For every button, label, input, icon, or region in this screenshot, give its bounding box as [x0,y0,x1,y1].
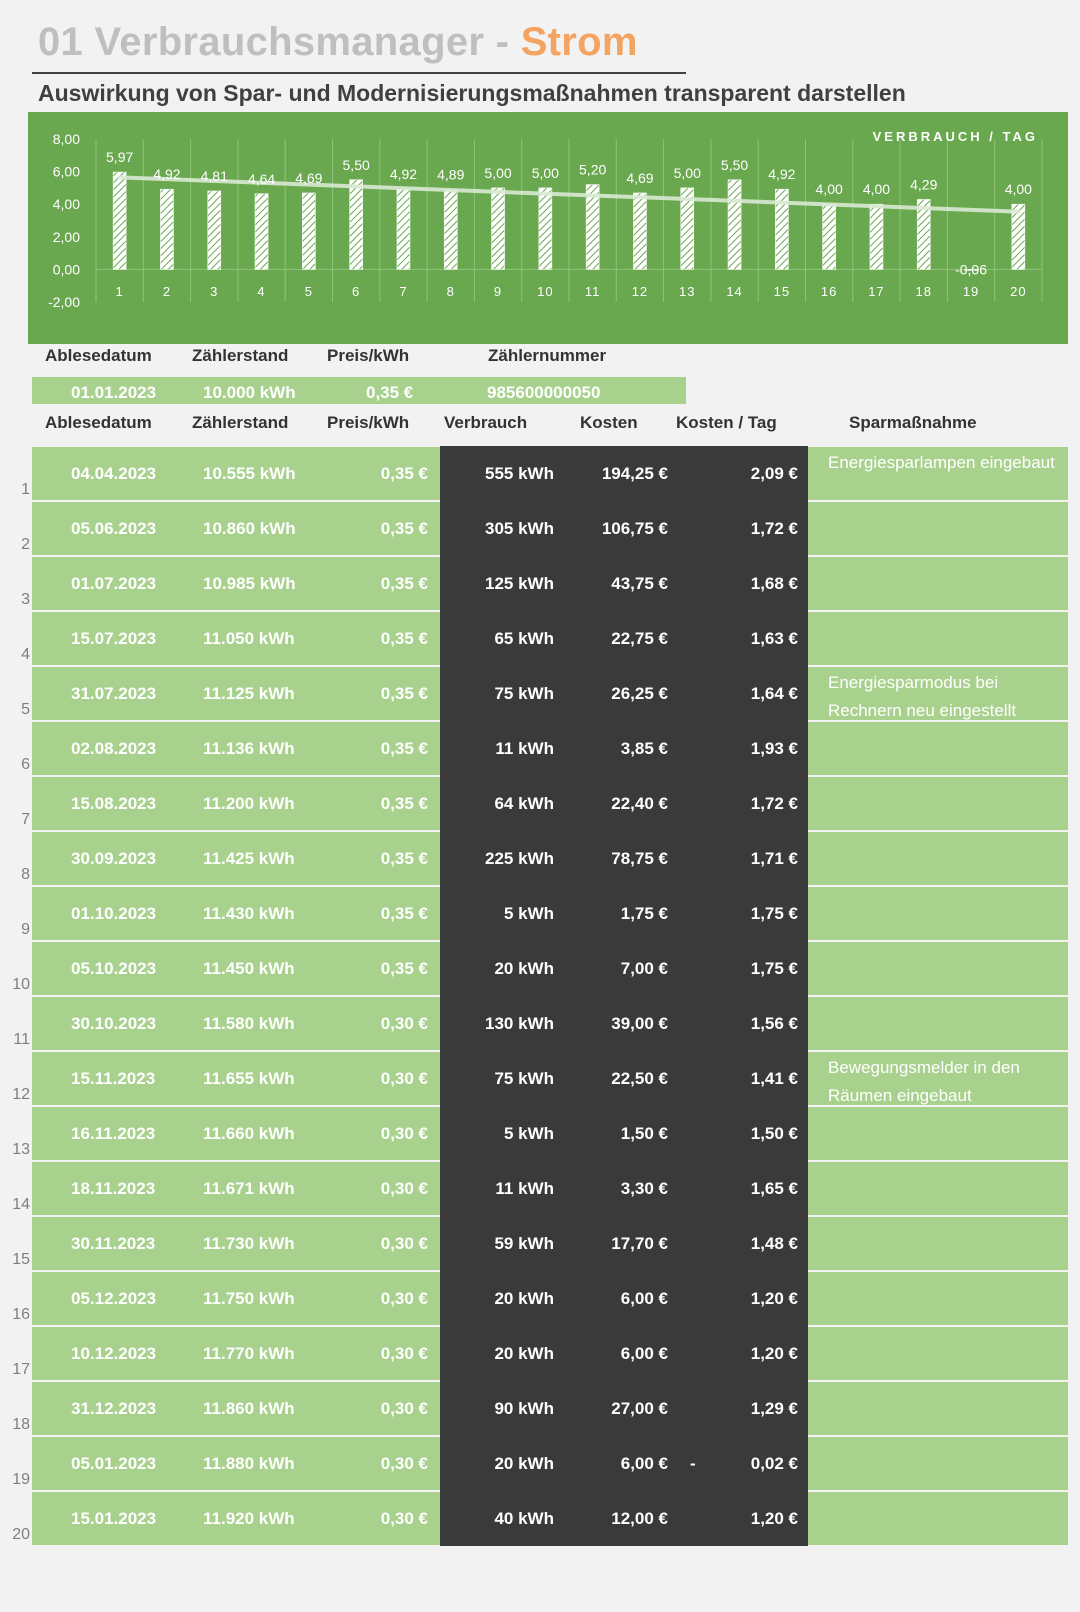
row-number: 8 [21,866,30,883]
cell-date[interactable]: 05.10.2023 [71,959,157,978]
cell-price[interactable]: 0,30 € [380,1454,428,1473]
base-header-price: Preis/kWh [327,346,410,365]
cell-cost: 6,00 € [620,1344,668,1363]
table-row[interactable] [0,997,1080,1050]
cell-price[interactable]: 0,35 € [380,959,428,978]
cell-usage: 5 kWh [503,904,554,923]
row-number: 10 [12,976,30,993]
cell-usage: 20 kWh [494,1454,554,1473]
cell-price[interactable]: 0,30 € [380,1179,428,1198]
cell-cost-per-day: 1,71 € [750,849,798,868]
row-number: 7 [21,811,30,828]
x-tick-label: 20 [1010,284,1027,299]
bar [208,191,221,269]
page-title [38,20,638,65]
cell-cost: 7,00 € [620,959,668,978]
cell-meter[interactable]: 10.555 kWh [203,464,296,483]
cell-cost-per-day: 1,48 € [750,1234,798,1253]
cell-cost-per-day: 1,41 € [750,1069,798,1088]
table-row[interactable] [0,777,1080,830]
cell-meter[interactable]: 11.730 kWh [203,1234,295,1253]
cell-usage: 555 kWh [485,464,554,483]
cell-cost: 1,75 € [620,904,668,923]
cell-usage: 75 kWh [494,684,554,703]
table-row[interactable] [0,447,1080,500]
cell-cost: 6,00 € [620,1289,668,1308]
cell-usage: 20 kWh [494,959,554,978]
cell-cost-per-day: 1,20 € [750,1509,798,1528]
table-row[interactable] [0,557,1080,610]
table-row[interactable] [0,1217,1080,1270]
cell-date[interactable]: 05.12.2023 [71,1289,157,1308]
x-tick-label: 17 [868,284,885,299]
bar-value-label: -0,06 [955,261,988,278]
base-header-date: Ablesedatum [45,346,152,365]
table-row[interactable] [0,1162,1080,1215]
cell-price[interactable]: 0,35 € [380,684,428,703]
x-tick-label: 12 [631,284,649,299]
row-number: 4 [21,646,30,663]
cell-measure[interactable]: Energiesparmodus bei Rechnern neu eingestellt [828,673,1017,720]
table-row[interactable] [0,942,1080,995]
cell-date[interactable]: 15.01.2023 [71,1509,157,1528]
bar-value-label: 4,92 [153,166,181,183]
bar-value-label: 4,92 [389,166,418,183]
cell-usage: 75 kWh [494,1069,554,1088]
cell-price[interactable]: 0,35 € [380,739,428,758]
bar-value-label: 4,89 [437,166,465,183]
cell-cost-per-day: 1,64 € [750,684,798,703]
bar [160,189,173,269]
cell-cost: 12,00 € [611,1509,668,1528]
base-header-meter-number: Zählernummer [488,346,607,365]
cell-meter[interactable]: 11.125 kWh [203,684,295,703]
x-tick-label: 18 [915,284,932,299]
header-meter: Zählerstand [192,413,289,432]
cell-price[interactable]: 0,35 € [380,629,428,648]
bar-value-label: 5,00 [673,164,701,181]
cell-usage: 20 kWh [494,1289,554,1308]
y-tick-label: 0,00 [52,261,80,278]
measure-cell[interactable] [808,1437,1068,1490]
cell-price[interactable]: 0,35 € [380,904,428,923]
cell-price[interactable]: 0,30 € [380,1124,428,1143]
cell-cost: 22,75 € [611,629,668,648]
cell-cost-per-day: 1,65 € [750,1179,798,1198]
bar-value-label: 5,50 [342,156,370,173]
row-number: 20 [12,1526,30,1543]
cell-cost-per-day: 1,20 € [750,1344,798,1363]
base-meter-number[interactable]: 985600000050 [487,383,601,402]
cell-cost-per-day: 1,68 € [750,574,798,593]
table-row[interactable] [0,887,1080,940]
table-row[interactable] [0,722,1080,775]
cell-price[interactable]: 0,30 € [380,1069,428,1088]
row-number: 12 [12,1086,30,1103]
x-tick-label: 13 [679,284,696,299]
x-tick-label: 7 [399,284,408,299]
measure-cell[interactable] [808,1327,1068,1380]
table-row[interactable] [0,667,1080,720]
cell-meter[interactable]: 11.880 kWh [203,1454,295,1473]
cell-cost: 26,25 € [611,684,668,703]
cell-cost: 22,40 € [611,794,668,813]
bar [870,204,883,269]
measure-cell[interactable] [808,1107,1068,1160]
cell-cost: 22,50 € [611,1069,668,1088]
measure-cell[interactable] [808,997,1068,1050]
x-tick-label: 8 [446,284,455,299]
row-number: 11 [13,1031,30,1048]
bar [255,194,268,270]
table-row[interactable] [0,832,1080,885]
cell-date[interactable]: 10.12.2023 [71,1344,157,1363]
bar [1012,204,1025,269]
cell-price[interactable]: 0,30 € [380,1289,428,1308]
base-date[interactable]: 01.01.2023 [71,383,157,402]
base-header-meter: Zählerstand [192,346,289,365]
row-number: 13 [12,1141,30,1158]
cell-cost: 6,00 € [620,1454,668,1473]
cell-meter[interactable]: 10.985 kWh [203,574,296,593]
cell-date[interactable]: 05.01.2023 [71,1454,157,1473]
cell-date[interactable]: 31.12.2023 [71,1399,157,1418]
measure-cell[interactable] [808,942,1068,995]
table-row[interactable] [0,502,1080,555]
title-divider [32,72,686,74]
cell-date[interactable]: 31.07.2023 [71,684,157,703]
measure-cell[interactable] [808,832,1068,885]
cell-cost-per-day: 1,75 € [750,959,798,978]
header-cost-per-day: Kosten / Tag [676,413,777,432]
row-number: 5 [21,701,30,718]
cell-meter[interactable]: 11.920 kWh [203,1509,295,1528]
header-usage: Verbrauch [444,413,528,432]
cell-usage: 59 kWh [494,1234,554,1253]
measure-cell[interactable] [808,557,1068,610]
measure-cell[interactable] [808,777,1068,830]
bar [113,172,126,269]
measure-cell[interactable] [808,612,1068,665]
row-number: 18 [12,1416,30,1433]
bar-value-label: 4,69 [295,169,323,186]
cell-cost-per-day: 1,63 € [750,629,798,648]
x-tick-label: 6 [352,284,361,299]
cell-cost: 3,30 € [620,1179,668,1198]
cell-meter[interactable]: 11.425 kWh [203,849,295,868]
table-row[interactable] [0,612,1080,665]
cell-cost-per-day: 0,02 € [750,1454,798,1473]
cell-price[interactable]: 0,35 € [380,849,428,868]
measure-cell[interactable] [808,722,1068,775]
row-number: 15 [12,1251,30,1268]
y-tick-label: 8,00 [52,131,80,147]
x-tick-label: 10 [537,284,554,299]
cell-date[interactable]: 15.07.2023 [71,629,157,648]
cell-usage: 225 kWh [485,849,554,868]
table-row[interactable] [0,1327,1080,1380]
cell-usage: 11 kWh [495,739,554,758]
cell-date[interactable]: 05.06.2023 [71,519,157,538]
cell-date[interactable]: 16.11.2023 [71,1124,156,1143]
cell-meter[interactable]: 11.860 kWh [203,1399,295,1418]
cell-price[interactable]: 0,35 € [380,464,428,483]
bar-value-label: 4,29 [910,176,938,193]
bar-value-label: 4,64 [247,170,276,187]
bar [633,193,646,269]
cell-meter[interactable]: 10.860 kWh [203,519,296,538]
cell-cost-per-day: 1,56 € [750,1014,798,1033]
measure-cell[interactable] [808,1382,1068,1435]
bar [728,180,741,270]
cell-date[interactable]: 30.09.2023 [71,849,157,868]
bar [397,189,410,269]
y-tick-label: 2,00 [52,228,80,245]
cell-usage: 5 kWh [503,1124,554,1143]
cell-cost-per-day: 1,50 € [750,1124,798,1143]
cell-meter[interactable]: 11.580 kWh [203,1014,295,1033]
cell-meter[interactable]: 11.660 kWh [203,1124,295,1143]
cell-meter[interactable]: 11.750 kWh [203,1289,295,1308]
bar-value-label: 4,69 [626,169,654,186]
bar-value-label: 5,20 [579,161,607,178]
x-tick-label: 11 [584,284,601,299]
header-measure: Sparmaßnahme [849,413,977,432]
bar-value-label: 5,97 [106,149,134,166]
x-tick-label: 16 [820,284,838,299]
x-tick-label: 15 [773,284,791,299]
cell-meter[interactable]: 11.200 kWh [203,794,295,813]
row-number: 2 [21,536,30,553]
cell-date[interactable]: 18.11.2023 [71,1179,156,1198]
cell-cost: 194,25 € [601,464,668,483]
bar [302,193,315,269]
x-tick-label: 2 [162,284,172,299]
table-row[interactable] [0,1382,1080,1435]
x-tick-label: 5 [304,284,313,299]
cell-price[interactable]: 0,30 € [380,1234,428,1253]
cell-usage: 11 kWh [495,1179,554,1198]
consumption-chart[interactable] [28,112,1068,344]
cell-usage: 305 kWh [485,519,554,538]
measure-cell[interactable] [808,1217,1068,1270]
cell-date[interactable]: 15.11.2023 [71,1069,156,1088]
cell-meter[interactable]: 11.430 kWh [203,904,295,923]
bar-value-label: 5,00 [531,164,559,181]
cell-cost-per-day: 1,75 € [750,904,798,923]
row-number: 14 [12,1196,30,1213]
cell-cost: 17,70 € [611,1234,668,1253]
cell-price[interactable]: 0,35 € [380,794,428,813]
base-price[interactable]: 0,35 € [366,383,414,402]
x-tick-label: 3 [210,284,219,299]
title-main: 01 Verbrauchsmanager - [38,20,521,64]
measure-cell[interactable] [808,502,1068,555]
bar [539,188,552,270]
bar-value-label: 4,00 [1004,181,1032,198]
title-accent: Strom [520,20,638,64]
bar [444,190,457,270]
cell-meter[interactable]: 11.450 kWh [203,959,295,978]
cell-meter[interactable]: 11.671 kWh [203,1179,295,1198]
cell-cost: 3,85 € [620,739,668,758]
cell-date[interactable]: 15.08.2023 [71,794,157,813]
bar [823,204,836,269]
row-number: 17 [12,1361,30,1378]
cell-usage: 20 kWh [494,1344,554,1363]
cell-cost: 78,75 € [611,849,668,868]
cell-price[interactable]: 0,35 € [380,574,428,593]
measure-cell[interactable] [808,887,1068,940]
cell-cost-per-day: 1,93 € [750,739,798,758]
cell-cost-per-day: 1,72 € [750,519,798,538]
x-tick-label: 1 [115,284,124,299]
row-number: 3 [21,591,30,608]
cell-cost-per-day: 1,72 € [750,794,798,813]
cell-price[interactable]: 0,30 € [380,1344,428,1363]
cell-price[interactable]: 0,30 € [380,1399,428,1418]
chart-canvas [28,112,1068,344]
cost-per-day-sign: - [690,1454,696,1473]
cell-measure[interactable]: Energiesparlampen eingebaut [828,453,1055,472]
cell-meter[interactable]: 11.050 kWh [203,629,295,648]
header-date: Ablesedatum [45,413,152,432]
page-subtitle: Auswirkung von Spar- und Modernisierungsmaßnahmen transparent darstellen [38,80,906,106]
x-tick-label: 4 [257,284,266,299]
row-number: 1 [21,481,30,498]
cell-meter[interactable]: 11.770 kWh [203,1344,295,1363]
bar-value-label: 4,92 [768,166,796,183]
x-tick-label: 14 [726,284,743,299]
cell-meter[interactable]: 11.136 kWh [203,739,295,758]
y-tick-label: 6,00 [52,163,80,180]
row-number: 16 [12,1306,30,1323]
table-row[interactable] [0,1107,1080,1160]
cell-price[interactable]: 0,30 € [380,1014,428,1033]
row-number: 19 [12,1471,30,1488]
x-tick-label: 9 [493,284,503,299]
cell-usage: 125 kWh [485,574,554,593]
cell-usage: 130 kWh [485,1014,554,1033]
bar-value-label: 5,50 [720,156,749,173]
x-tick-label: 19 [962,284,980,299]
y-tick-label: -2,00 [48,294,80,310]
cell-cost: 39,00 € [611,1014,668,1033]
cell-cost: 1,50 € [620,1124,668,1143]
table-row[interactable] [0,1492,1080,1545]
cell-usage: 90 kWh [494,1399,554,1418]
table-row[interactable] [0,1437,1080,1490]
base-meter[interactable]: 10.000 kWh [203,383,296,402]
cell-date[interactable]: 30.10.2023 [71,1014,157,1033]
cell-meter[interactable]: 11.655 kWh [203,1069,295,1088]
measure-cell[interactable] [808,1492,1068,1545]
cell-usage: 64 kWh [494,794,554,813]
table-row[interactable] [0,1272,1080,1325]
cell-date[interactable]: 30.11.2023 [71,1234,156,1253]
cell-cost: 27,00 € [611,1399,668,1418]
cell-usage: 65 kWh [494,629,554,648]
chart-title: VERBRAUCH / TAG [872,129,1038,144]
cell-price[interactable]: 0,35 € [380,519,428,538]
cell-measure[interactable]: Bewegungsmelder in den Räumen eingebaut [828,1058,1020,1105]
cell-cost-per-day: 1,20 € [750,1289,798,1308]
bar [492,188,505,270]
bar-value-label: 4,81 [200,167,228,184]
cell-price[interactable]: 0,30 € [380,1509,428,1528]
cell-date[interactable]: 04.04.2023 [71,464,157,483]
header-price: Preis/kWh [327,413,410,432]
cell-cost-per-day: 2,09 € [750,464,798,483]
bar-value-label: 4,00 [862,181,891,198]
measure-cell[interactable] [808,1272,1068,1325]
bar [350,180,363,270]
row-number: 9 [21,921,30,938]
table-row[interactable] [0,1052,1080,1105]
cell-cost-per-day: 1,29 € [750,1399,798,1418]
y-tick-label: 4,00 [52,196,80,213]
bar-value-label: 5,00 [484,164,512,181]
cell-cost: 43,75 € [611,574,668,593]
cell-usage: 40 kWh [494,1509,554,1528]
row-number: 6 [21,756,30,773]
cell-date[interactable]: 01.10.2023 [71,904,157,923]
measure-cell[interactable] [808,1162,1068,1215]
header-cost: Kosten [580,413,638,432]
bar-value-label: 4,00 [815,181,843,198]
cell-date[interactable]: 01.07.2023 [71,574,157,593]
cell-date[interactable]: 02.08.2023 [71,739,157,758]
cell-cost: 106,75 € [601,519,668,538]
